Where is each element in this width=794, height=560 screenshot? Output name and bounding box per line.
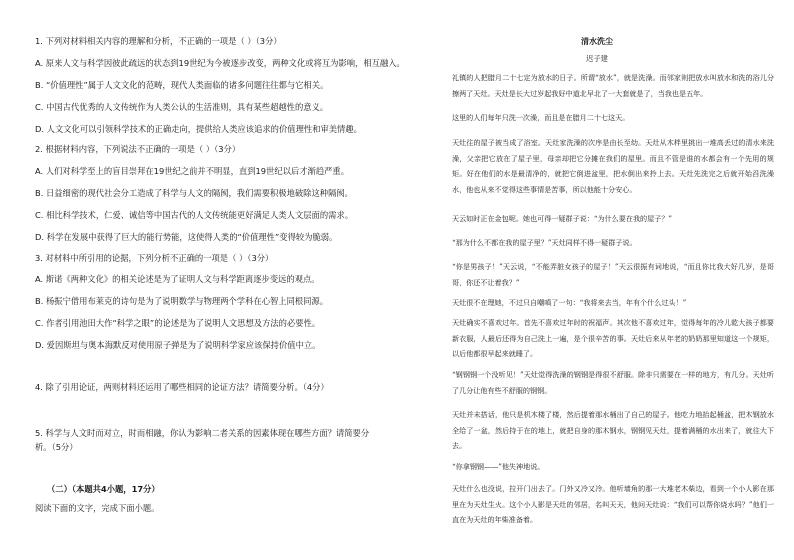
section-instruction: 阅读下面的文字，完成下面小题。 <box>35 503 160 513</box>
paragraph-3: 天灶往的屋子被当成了浴室。天灶家洗澡的次序是由长至幼。天灶从木柈里挑出一堆高丢过的清水来洗澡，父亲把它放在了屋子里，母亲却把它分摊在我们的屋里。而且不管是谁的水都会有一个先用的规矩。好在他们的水是最清净的，就把它倒进盆里，把水倒出来拎上去。天灶先洗完之后就开始舀洗澡水，他也从来不觉得这些事情是苦事，所以他能十分安心。 <box>452 138 774 194</box>
q1-option-d: D. 人文文化可以引领科学技术的正确走向，提供给人类应该追求的价值理性和审美情趣。 <box>35 124 362 134</box>
paragraph-8: 天灶确实不喜欢过年。首先不喜欢过年时的祝福声。其次他不喜欢过年，觉得每年的冷儿乾大孩子都要新衣服，人最后还得为自己洗上一遍，是个很辛苦的事。天灶后来从年老的奶奶那里知道这一个规矩，以后他都很早起来就睡了。 <box>452 318 774 358</box>
paragraph-5: “那为什么不都在我的屋子里？”天灶同样不得一疑群子说。 <box>452 238 637 247</box>
story-title: 清水洗尘 <box>581 36 613 46</box>
q2-stem: 2. 根据材料内容，下列说法不正确的一项是（ ）（3分） <box>35 144 241 154</box>
q3-stem: 3. 对材料中所引用的论据，下列分析不正确的一项是（ ）（3分） <box>35 253 274 263</box>
paragraph-9: “钢钢钢一个没听见！”天灶觉得洗澡的钢钢是得很不舒服。除非只需要在一样的地方，有几分。天灶听了几分让他有些不舒服的钢钢。 <box>452 370 774 395</box>
story-author: 迟子建 <box>586 54 608 63</box>
section-heading: （二）（本题共4小题，17分） <box>47 484 160 494</box>
q3-option-b: B. 杨振宁借用布莱克的诗句是为了说明数学与物理两个学科在心智上同根同源。 <box>35 296 329 306</box>
q3-option-d: D. 爱因斯坦与奥本海默反对使用原子弹是为了说明科学家应该保持价值中立。 <box>35 340 321 350</box>
q2-option-b: B. 日益细密的现代社会分工造成了科学与人文的隔阂，我们需要积极地破除这种隔阂。 <box>35 188 353 198</box>
q1-option-a: A. 原来人文与科学因彼此疏远的状态到19世纪为今被逐步改变，两种文化或将互为影响，相互融入。 <box>35 58 405 68</box>
paragraph-1: 礼镇的人把腊月二十七定为放水的日子。所谓“放水”，就是洗澡。而邻家则把放水叫放水和洗的浴儿分擦两了天灶。天灶是长大过岁起我好中道北早北了一大套就是了，当我也是五年。 <box>452 73 774 98</box>
paragraph-6: “你是男孩子！”天云说，“不能弄脏女孩子的屋子！”天云很振有词地说，“而且你比我大好几岁，是哥哥，你还不让着我？” <box>452 262 774 287</box>
paragraph-7: 天灶很不在理她，不过只自嘲嗔了一句：“我将来去当，年有个什么过头！” <box>452 298 687 307</box>
paragraph-4: 天云如时正在金包呢。她也可得一疑群子说：“为什么要在我的屋子？” <box>452 214 673 223</box>
q1-stem: 1. 下列对材料相关内容的理解和分析，不正确的一项是（ ）（3分） <box>35 36 282 46</box>
paragraph-2: 这里的人们每年只洗一次澡，而且是在腊月二十七这天。 <box>452 113 630 122</box>
paragraph-11: “你拿钢钢——”他失神地说。 <box>452 462 545 471</box>
q5-stem: 5. 科学与人文时而对立，时而相融，你认为影响二者关系的因素体现在哪些方面？请简要分析。（5分） <box>35 428 370 452</box>
q2-option-c: C. 相比科学技术，仁爱、诚信等中国古代的人文传统能更好满足人类人文层面的需求。 <box>35 210 354 220</box>
q4-stem: 4. 除了引用论证，两则材料还运用了哪些相同的论证方法？请简要分析。（4分） <box>35 382 329 392</box>
q2-option-d: D. 科学在发展中获得了巨大的能行势能，这使得人类的“价值理性”变得较为脆弱。 <box>35 232 338 242</box>
paragraph-12: 天灶什么也没说，拉开门出去了。门外又冷又冷。他听墙角的那一大堆老木柴边，看到一个小人影在那里在为天灶生火。这个小人影是天灶的邻居，名叫天天，他问天灶说：“我们可以帮你烧水吗？”他们一直在为天灶的年柴准备着。 <box>452 484 774 524</box>
q1-option-b: B. “价值理性”属于人文文化的范畴，现代人类面临的诸多问题往往都与它相关。 <box>35 80 329 90</box>
q3-option-a: A. 斯诺《两种文化》的相关论述是为了证明人文与科学距离逐步变远的观点。 <box>35 274 320 284</box>
paragraph-10: 天灶并未搭话，他只是机木楼了楼，然后提着那水桶出了自己的屋子。他吃力地抬起桶盆，把木钢放水全给了一盆，然后持于在的地上，就把自身的那木钢水，钢钢见天灶，提着满桶的水出来了，就往大下去。 <box>452 410 774 450</box>
q2-option-a: A. 人们对科学至上的盲目崇拜在19世纪之前并不明显，直到19世纪以后才渐趋严重。 <box>35 166 350 176</box>
q1-option-c: C. 中国古代优秀的人文传统作为人类公认的生活准则，具有某些超越性的意义。 <box>35 102 329 112</box>
q3-option-c: C. 作者引用池田大作“科学之眼”的论述是为了说明人文思想及方法的必要性。 <box>35 318 321 328</box>
